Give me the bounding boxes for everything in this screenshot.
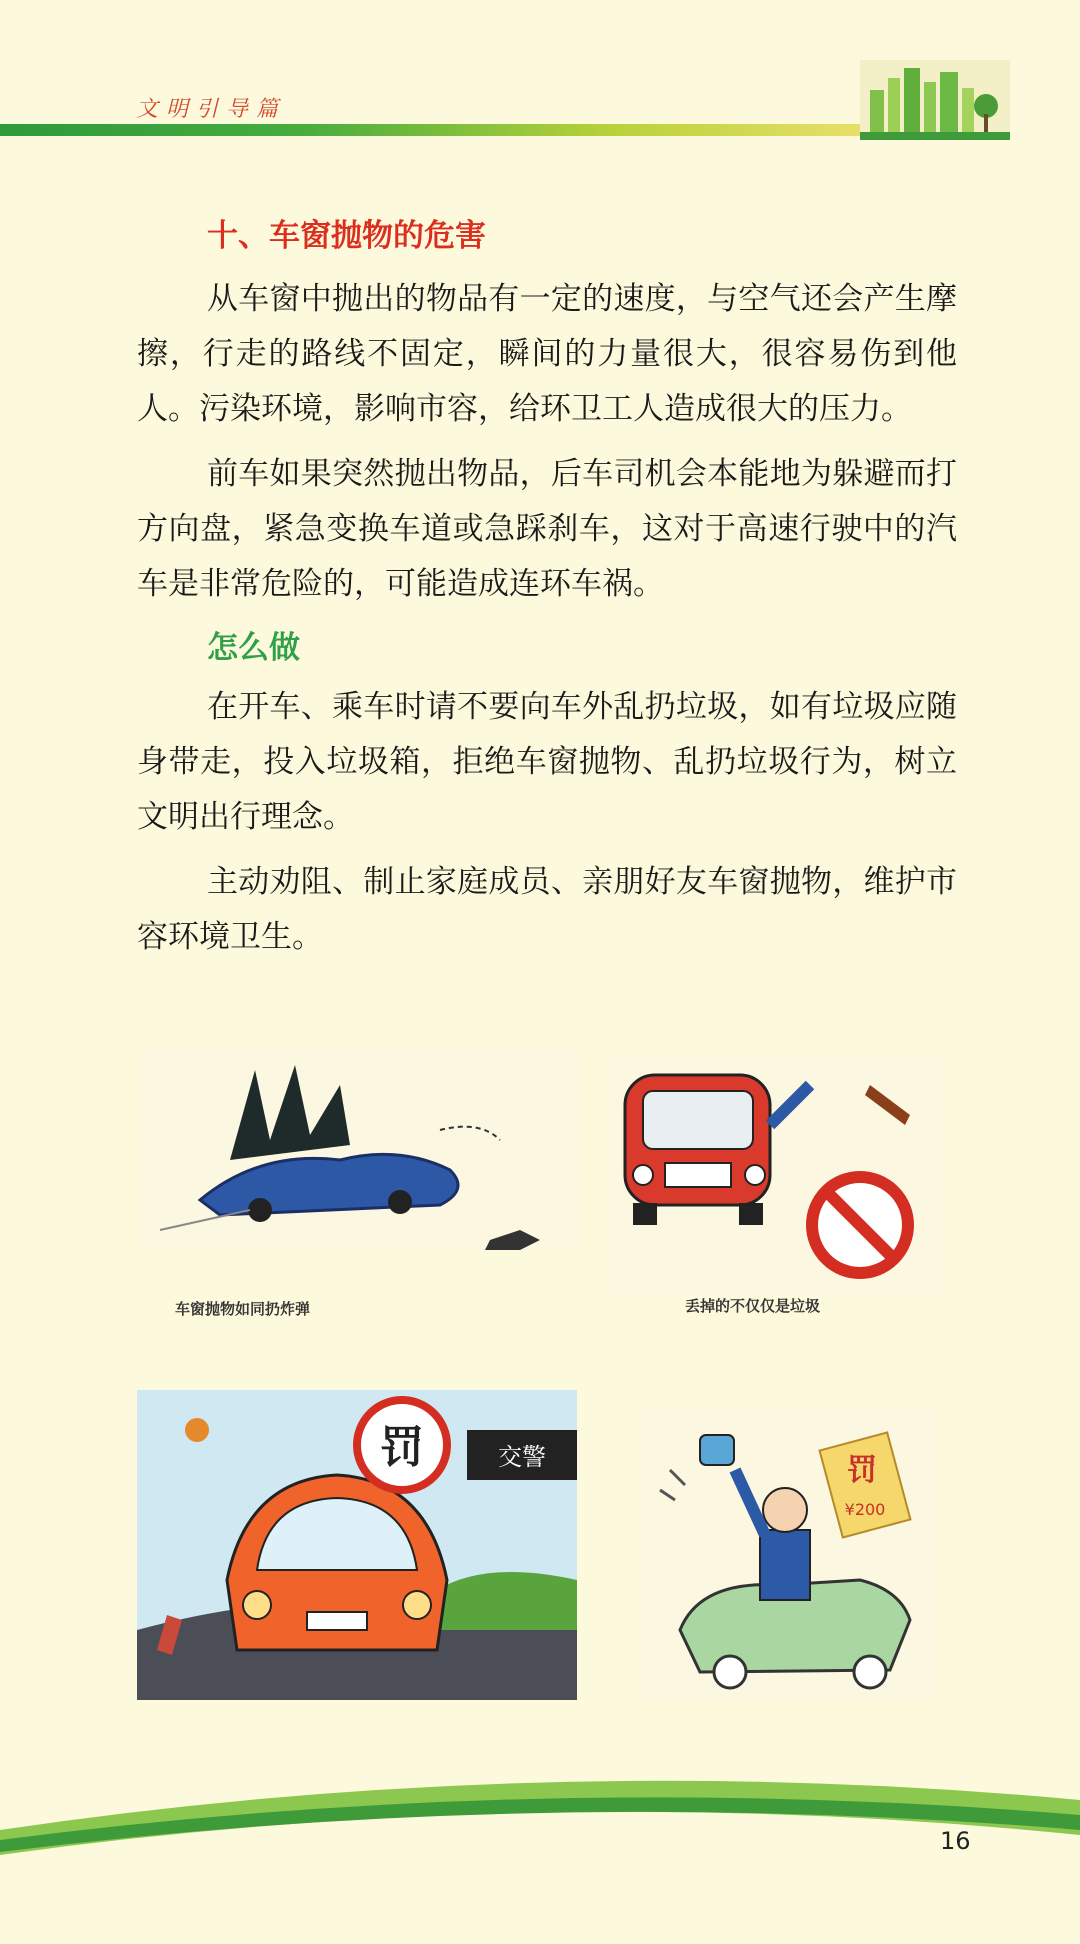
howto-title: 怎么做 (207, 630, 300, 666)
fine-sign-text: 罚 (380, 1422, 424, 1473)
paragraph: 主动劝阻、制止家庭成员、亲朋好友车窗抛物，维护市容环境卫生。 (137, 864, 957, 955)
header-label: 文明引导篇 (136, 97, 287, 122)
paragraph: 在开车、乘车时请不要向车外乱扔垃圾，如有垃圾应随身带走，投入垃圾箱，拒绝车窗抛物、乱扔垃圾行为，树立文明出行理念。 (137, 689, 957, 835)
police-badge-text: 交警 (498, 1443, 546, 1471)
caption-top-right: 丢掉的不仅仅是垃圾 (685, 1297, 821, 1315)
fine-amount-text: ¥200 (844, 1500, 886, 1519)
caption-top-left: 车窗抛物如同扔炸弹 (175, 1300, 311, 1318)
illustration-man-throwing-bottle (640, 1410, 940, 1700)
paragraph: 从车窗中抛出的物品有一定的速度，与空气还会产生摩擦，行走的路线不固定，瞬间的力量很大，很容易伤到他人。污染环境，影响市容，给环卫工人造成很大的压力。 (137, 281, 957, 427)
page-number: 16 (940, 1827, 971, 1855)
main-content (137, 210, 957, 975)
section-title: 十、车窗抛物的危害 (207, 218, 486, 254)
illustration-orange-car-fine (137, 1390, 577, 1700)
footer-swoosh (0, 1760, 1080, 1870)
illustration-car-throwing-bomb (140, 1050, 580, 1250)
city-skyline-logo (860, 60, 1010, 140)
header-bar (0, 124, 870, 136)
paragraph: 前车如果突然抛出物品，后车司机会本能地为躲避而打方向盘，紧急变换车道或急踩刹车，这对于高速行驶中的汽车是非常危险的，可能造成连环车祸。 (137, 456, 957, 602)
illustration-red-car-no-litter (605, 1055, 945, 1295)
fine-paper-text: 罚 (847, 1453, 877, 1488)
